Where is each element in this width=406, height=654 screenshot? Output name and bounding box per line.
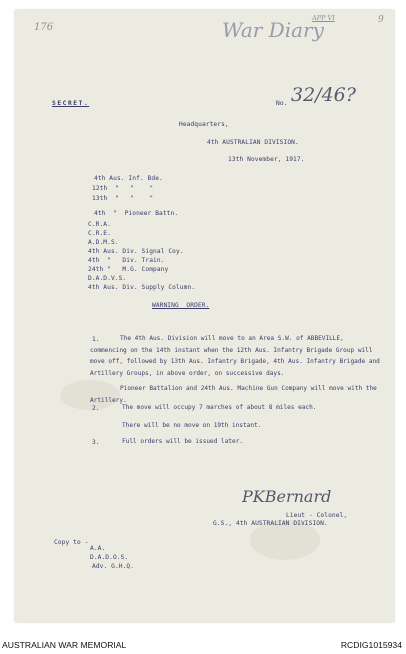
reference-number: 32/46? [291,84,356,106]
page-number-annotation: 176 [34,22,54,33]
paragraph-text: Full orders will be issued later. [122,438,244,445]
document-title: WARNING ORDER. [152,302,210,309]
distribution-item: 12th " " " [92,185,154,192]
paragraph-number: 3. [92,439,100,446]
header-line: 4th AUSTRALIAN DIVISION. [207,139,299,146]
paragraph-text: The move will occupy 7 marches of about 8 miles each. [122,404,317,411]
header-line: Headquarters, [179,121,229,128]
distribution-item: 4th " Div. Train. [88,257,165,264]
secret-heading: SECRET. [52,100,90,107]
copy-to-item: D.A.D.O.S. [90,554,129,561]
reference-label: No. [276,100,288,107]
paragraph-number: 2. [92,405,100,412]
distribution-item: 24th " M.G. Company [88,266,169,273]
footer-record-id: RCDIG1015934 [340,640,402,650]
paragraph-text: Pioneer Battalion and 24th Aus. Machine Gun Company will move with the Artillery. [90,385,377,404]
distribution-item: 4th Aus. Div. Signal Coy. [88,248,184,255]
signatory-position: G.S., 4th AUSTRALIAN DIVISION. [213,520,328,527]
footer-source: AUSTRALIAN WAR MEMORIAL [2,640,127,650]
copy-to-item: A.A. [90,545,106,552]
corner-number-annotation: 9 [378,15,384,25]
distribution-item: 4th Aus. Inf. Bde. [94,175,163,182]
distribution-item: 4th Aus. Div. Supply Column. [88,284,196,291]
distribution-item: A.D.M.S. [88,239,119,246]
copy-to-label: Copy to - [54,539,89,546]
paragraph-number: 1. [92,336,100,343]
distribution-item: C.R.E. [88,230,111,237]
paragraph-text: There will be no move on 19th instant. [122,422,262,429]
distribution-item: 4th " Pioneer Battn. [94,210,179,217]
distribution-item: D.A.D.V.S. [88,275,127,282]
copy-to-item: Adv. G.H.Q. [92,563,135,570]
war-diary-annotation: War Diary [222,18,324,42]
distribution-item: C.R.A. [88,221,111,228]
paragraph-text: The 4th Aus. Division will move to an Area S.W. of ABBEVILLE, commencing on the 14th instant when the 12th Aus. Infantry Brigade Group will move off, followed by 13th Aus. Infantry Brigade, 4th Aus. Infantry Brigade and Artillery Groups, in above order, on successive days. [90,335,380,377]
header-date: 13th November, 1917. [228,156,305,163]
signature: PKBernard [242,487,332,506]
signatory-rank: Lieut - Colonel, [286,512,348,519]
distribution-item: 13th " " " [92,195,154,202]
appendix-annotation: APP VI [312,14,335,22]
